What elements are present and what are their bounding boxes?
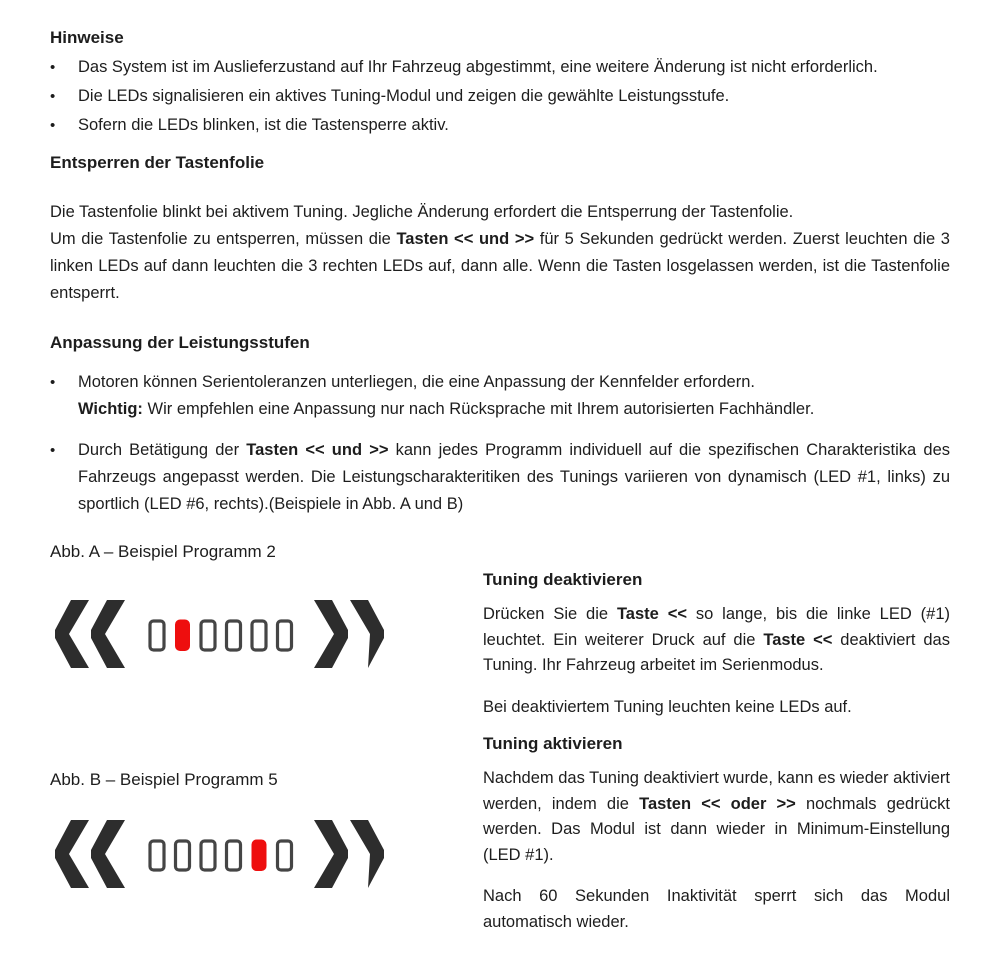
paragraph: Bei deaktiviertem Tuning leuchten keine LEDs auf.	[483, 697, 852, 716]
led-inactive	[201, 841, 215, 870]
led-active	[175, 620, 190, 652]
tuning-aktivieren-heading: Tuning aktivieren	[483, 734, 623, 753]
led-inactive	[278, 621, 292, 650]
led-strip	[150, 840, 292, 872]
anpassung-heading: Anpassung der Leistungsstufen	[50, 333, 310, 352]
figures-and-instructions	[50, 542, 950, 935]
chevron-shape	[55, 820, 89, 888]
paragraph: Nach 60 Sekunden Inaktivität sperrt sich das Modul automatisch wieder.	[483, 887, 950, 931]
bullet-item	[50, 437, 950, 518]
bullet-text: Die LEDs signalisieren ein aktives Tuning-Modul und zeigen die gewählte Leistungsstufe.	[78, 87, 730, 105]
chevron-shape	[350, 600, 384, 668]
chevron-shape	[314, 600, 348, 668]
led-active	[252, 840, 267, 872]
figure-b-label: Abb. B – Beispiel Programm 5	[50, 770, 278, 789]
led-inactive	[150, 841, 164, 870]
section-anpassung	[50, 333, 950, 518]
bullet-text: Das System ist im Auslieferzustand auf Ihr Fahrzeug abgestimmt, eine weitere Änderung ist nicht erforderlich.	[78, 58, 878, 76]
paragraph: Nachdem das Tuning deaktiviert wurde, kann es wieder aktiviert werden, indem die Tasten << oder >> nochmals gedrückt werden. Das Modul ist dann wieder in Minimum-Einstellung (LED #1).	[483, 769, 950, 864]
led-inactive	[227, 841, 241, 870]
led-indicator-figure-b	[55, 820, 385, 890]
chevron-left-icon	[55, 600, 125, 668]
section-hinweise	[50, 28, 950, 139]
led-inactive	[150, 621, 164, 650]
figure-b	[50, 770, 483, 890]
led-indicator-figure-a	[55, 600, 385, 670]
bullet-marker: •	[50, 442, 56, 459]
section-entsperren	[50, 153, 950, 307]
bullet-marker: •	[50, 374, 56, 391]
chevron-shape	[91, 600, 125, 668]
led-inactive	[278, 841, 292, 870]
figures-column	[50, 542, 483, 890]
chevron-left-icon	[55, 820, 125, 888]
chevron-shape	[91, 820, 125, 888]
figure-a	[50, 542, 483, 670]
led-inactive	[252, 621, 266, 650]
paragraph: Um die Tastenfolie zu entsperren, müssen die Tasten << und >> für 5 Sekunden gedrückt werden. Zuerst leuchten die 3 linken LEDs auf dann leuchten die 3 rechten LEDs auf, dann alle. Wenn die Tasten losgelassen werden, ist die Tastenfolie entsperrt.	[50, 230, 950, 302]
paragraph: Drücken Sie die Taste << so lange, bis die linke LED (#1) leuchtet. Ein weiterer Druck auf die Taste << deaktiviert das Tuning. Ihr Fahrzeug arbeitet im Serienmodus.	[483, 605, 951, 674]
led-strip	[150, 620, 292, 652]
bullet-text: Durch Betätigung der Tasten << und >> kann jedes Programm individuell auf die spezifischen Charakteristika des Fahrzeugs angepasst werden. Die Leistungscharakteritiken des Tunings variieren von dynamisch (LED #1, links) zu sportlich (LED #6, rechts).(Beispiele in Abb. A und B)	[78, 441, 950, 513]
anpassung-bullet-list	[50, 369, 950, 518]
instructions-column	[483, 542, 950, 935]
bullet-item	[50, 83, 950, 110]
chevron-shape	[55, 600, 89, 668]
figure-a-label: Abb. A – Beispiel Programm 2	[50, 542, 276, 561]
bullet-marker: •	[50, 59, 56, 76]
led-inactive	[227, 621, 241, 650]
chevron-right-icon	[314, 600, 384, 668]
bullet-item	[50, 369, 950, 423]
entsperren-paragraphs	[50, 199, 950, 307]
chevron-right-icon	[314, 820, 384, 888]
hinweise-heading: Hinweise	[50, 28, 124, 47]
bullet-text: Sofern die LEDs blinken, ist die Tastensperre aktiv.	[78, 116, 449, 134]
chevron-shape	[350, 820, 384, 888]
bullet-item	[50, 112, 950, 139]
led-inactive	[176, 841, 190, 870]
tuning-deaktivieren-heading: Tuning deaktivieren	[483, 570, 643, 589]
hinweise-bullet-list	[50, 54, 950, 139]
bullet-marker: •	[50, 117, 56, 134]
entsperren-heading: Entsperren der Tastenfolie	[50, 153, 265, 172]
bullet-marker: •	[50, 88, 56, 105]
bullet-text: Motoren können Serientoleranzen unterliegen, die eine Anpassung der Kennfelder erfordern. Wichtig: Wir empfehlen eine Anpassung nur nach Rücksprache mit Ihrem autorisierten Fachhändler.	[78, 373, 815, 418]
paragraph: Die Tastenfolie blinkt bei aktivem Tuning. Jegliche Änderung erfordert die Entsperrung der Tastenfolie.	[50, 203, 794, 221]
led-inactive	[201, 621, 215, 650]
bullet-item	[50, 54, 950, 81]
chevron-shape	[314, 820, 348, 888]
